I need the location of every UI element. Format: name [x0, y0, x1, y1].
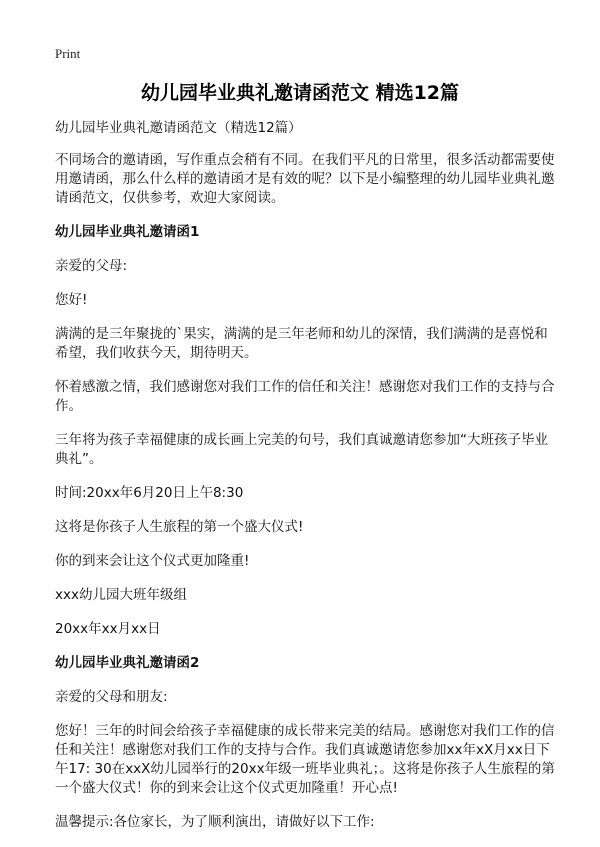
letter-1-salutation: 亲爱的父母: [55, 258, 128, 274]
letter-2-salutation: 亲爱的父母和朋友: [55, 689, 168, 705]
letter-1-paragraph-2: 怀着感激之情，我们感谢您对我们工作的信任和关注！感谢您对我们工作的支持与合作。 [55, 379, 555, 414]
letter-1-line-1: 这将是你孩子人生旅程的第一个盛大仪式! [55, 519, 304, 535]
letter-1-paragraph-3: 三年将为孩子幸福健康的成长画上完美的句号，我们真诚邀请您参加“大班孩子毕业典礼”。 [55, 432, 548, 467]
letter-1-line-2: 你的到来会让这个仪式更加隆重! [55, 553, 250, 569]
letter-1-greeting: 您好! [55, 292, 88, 308]
letter-1-heading: 幼儿园毕业典礼邀请函1 [55, 224, 200, 240]
letter-1-signature: xxx幼儿园大班年级组 [55, 587, 187, 603]
print-link[interactable]: Print [55, 46, 81, 61]
document-subtitle: 幼儿园毕业典礼邀请函范文（精选12篇） [55, 120, 302, 136]
letter-1 [55, 223, 555, 639]
page-title: 幼儿园毕业典礼邀请函范文 精选12篇 [140, 82, 460, 104]
letter-1-time: 时间:20xx年6月20日上午8:30 [55, 485, 244, 501]
letter-2-paragraph-1: 您好！三年的时间会给孩子幸福健康的成长带来完美的结局。感谢您对我们工作的信任和关注！感谢您对我们工作的支持与合作。我们真诚邀请您参加xx年xX月xx日下午17: 30在xxX幼儿园举行的20xx年级一班毕业典礼；。这将是你孩子人生旅程的第一个盛大仪式！你的到来会让这个仪式更加隆重！开心点! [55, 723, 555, 796]
letter-2 [55, 654, 555, 832]
letter-1-date: 20xx年xx月xx日 [55, 621, 161, 637]
letter-2-heading: 幼儿园毕业典礼邀请函2 [55, 655, 200, 671]
document-body [55, 119, 555, 847]
intro-paragraph: 不同场合的邀请函，写作重点会稍有不同。在我们平凡的日常里，很多活动都需要使用邀请函，那么什么样的邀请函才是有效的呢？以下是小编整理的幼儿园毕业典礼邀请函范文，仅供参考，欢迎大家阅读。 [55, 152, 555, 206]
letter-2-tip: 温馨提示:各位家长，为了顺利演出，请做好以下工作: [55, 814, 375, 830]
letter-1-paragraph-1: 满满的是三年聚拢的`果实，满满的是三年老师和幼儿的深情，我们满满的是喜悦和希望，我们收获今天，期待明天。 [55, 326, 548, 361]
